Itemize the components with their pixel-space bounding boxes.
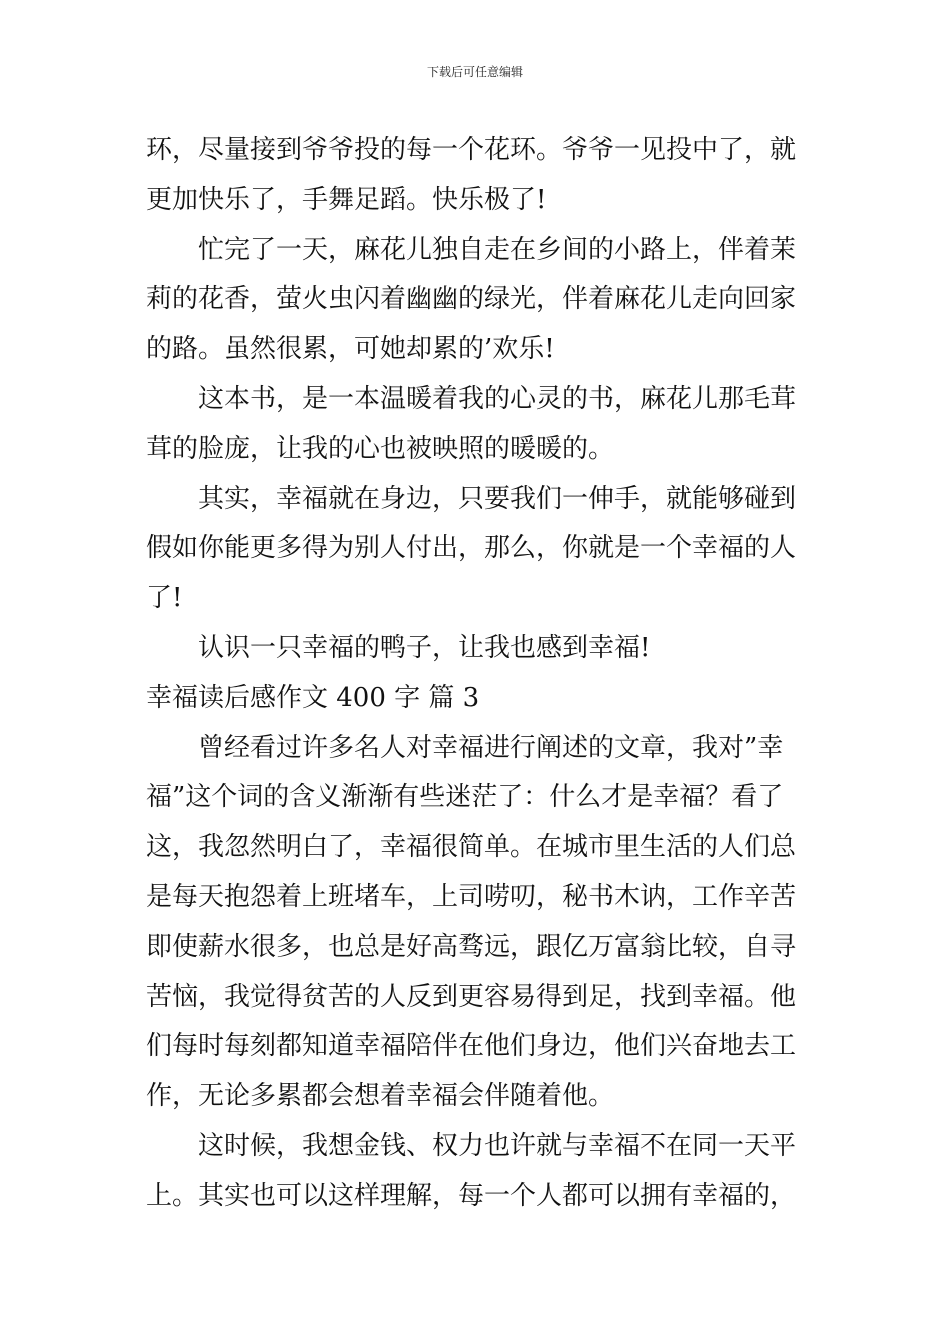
text-line: 上。其实也可以这样理解，每一个人都可以拥有幸福的， [146, 1180, 797, 1211]
text-line: 是每天抱怨着上班堵车，上司唠叨，秘书木讷，工作辛苦 [146, 881, 797, 912]
text-line: 更加快乐了，手舞足蹈。快乐极了! [146, 184, 547, 215]
text-line: 福”这个词的含义渐渐有些迷茫了：什么才是幸福？看了 [146, 782, 784, 813]
text-line: 茸的脸庞，让我的心也被映照的暖暖的。 [146, 433, 615, 464]
paragraph-start: 这时候，我想金钱、权力也许就与幸福不在同一天平 [198, 1130, 797, 1161]
page-header: 下载后可任意编辑 [426, 65, 523, 79]
paragraph-start: 认识一只幸福的鸭子，让我也感到幸福! [198, 632, 651, 663]
paragraph-start: 其实，幸福就在身边，只要我们一伸手，就能够碰到 [198, 483, 797, 514]
paragraph-start: 曾经看过许多名人对幸福进行阐述的文章，我对”幸 [198, 732, 784, 763]
section-heading: 幸福读后感作文 400 字 篇 3 [146, 682, 480, 713]
text-line: 莉的花香，萤火虫闪着幽幽的绿光，伴着麻花儿走向回家 [146, 284, 797, 315]
text-line: 即使薪水很多，也总是好高骛远，跟亿万富翁比较，自寻 [146, 931, 797, 962]
text-line: 这，我忽然明白了，幸福很简单。在城市里生活的人们总 [146, 832, 797, 863]
text-line: 们每时每刻都知道幸福陪伴在他们身边，他们兴奋地去工 [146, 1031, 797, 1062]
text-line: 作，无论多累都会想着幸福会伴随着他。 [146, 1081, 615, 1112]
text-line: 的路。虽然很累，可她却累的’欢乐! [146, 334, 555, 365]
text-line: 苦恼，我觉得贫苦的人反到更容易得到足，找到幸福。他 [146, 981, 797, 1012]
text-line: 假如你能更多得为别人付出，那么，你就是一个幸福的人 [146, 533, 797, 564]
paragraph-start: 忙完了一天，麻花儿独自走在乡间的小路上，伴着茉 [198, 234, 797, 265]
text-line: 了! [146, 583, 183, 614]
text-line: 环，尽量接到爷爷投的每一个花环。爷爷一见投中了，就 [146, 135, 797, 165]
document-body [146, 126, 808, 1222]
paragraph-start: 这本书，是一本温暖着我的心灵的书，麻花儿那毛茸 [198, 383, 797, 414]
